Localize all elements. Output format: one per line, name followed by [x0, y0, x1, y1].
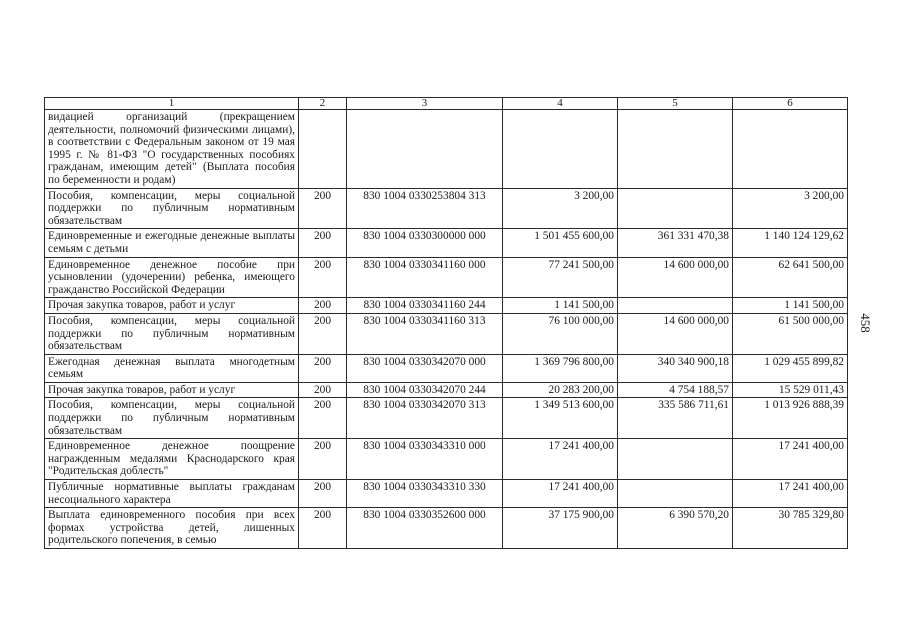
table-row: [45, 480, 848, 508]
row-amount-col5: [618, 298, 733, 314]
row-amount-col4: [503, 110, 618, 189]
row-name: Единовременное денежное поощрение награжденным медалями Краснодарского края "Родительская доблесть": [45, 439, 299, 480]
row-amount-col4: 1 141 500,00: [503, 298, 618, 314]
row-code: [299, 110, 347, 189]
row-amount-col5: 6 390 570,20: [618, 508, 733, 549]
row-classification-code: 830 1004 0330341160 000: [347, 257, 503, 298]
row-amount-col4: 77 241 500,00: [503, 257, 618, 298]
row-code: 200: [299, 257, 347, 298]
row-amount-col6: 1 140 124 129,62: [733, 229, 848, 257]
row-classification-code: 830 1004 0330343310 000: [347, 439, 503, 480]
row-name: Пособия, компенсации, меры социальной поддержки по публичным нормативным обязательствам: [45, 398, 299, 439]
table-row: [45, 188, 848, 229]
row-name: видацией организаций (прекращением деятельности, полномочий физическими лицами), в соответствии с Федеральным законом от 19 мая 1995 г. № 81-ФЗ "О государственных пособиях гражданам, имеющим детей" (Выплата пособия по беременности и родам): [45, 110, 299, 189]
row-amount-col5: 340 340 900,18: [618, 354, 733, 382]
row-name: Пособия, компенсации, меры социальной поддержки по публичным нормативным обязательствам: [45, 313, 299, 354]
row-code: 200: [299, 354, 347, 382]
row-amount-col5: [618, 110, 733, 189]
column-header-4: 4: [503, 98, 618, 110]
row-code: 200: [299, 382, 347, 398]
row-amount-col6: [733, 110, 848, 189]
table-row: [45, 229, 848, 257]
row-code: 200: [299, 508, 347, 549]
row-classification-code: 830 1004 0330300000 000: [347, 229, 503, 257]
row-amount-col6: 1 013 926 888,39: [733, 398, 848, 439]
row-amount-col4: 37 175 900,00: [503, 508, 618, 549]
table-row: [45, 398, 848, 439]
row-amount-col4: 1 349 513 600,00: [503, 398, 618, 439]
row-name: Прочая закупка товаров, работ и услуг: [45, 382, 299, 398]
row-amount-col5: [618, 188, 733, 229]
row-name: Пособия, компенсации, меры социальной поддержки по публичным нормативным обязательствам: [45, 188, 299, 229]
row-classification-code: 830 1004 0330341160 313: [347, 313, 503, 354]
row-name: Прочая закупка товаров, работ и услуг: [45, 298, 299, 314]
page-number: 458: [858, 313, 873, 333]
row-amount-col5: [618, 480, 733, 508]
row-amount-col6: 17 241 400,00: [733, 480, 848, 508]
row-amount-col5: 14 600 000,00: [618, 257, 733, 298]
row-amount-col6: 61 500 000,00: [733, 313, 848, 354]
row-amount-col4: 76 100 000,00: [503, 313, 618, 354]
row-amount-col5: 335 586 711,61: [618, 398, 733, 439]
row-amount-col5: [618, 439, 733, 480]
row-amount-col4: 1 501 455 600,00: [503, 229, 618, 257]
row-code: 200: [299, 188, 347, 229]
row-classification-code: 830 1004 0330342070 000: [347, 354, 503, 382]
row-amount-col6: 1 029 455 899,82: [733, 354, 848, 382]
row-amount-col6: 17 241 400,00: [733, 439, 848, 480]
row-code: 200: [299, 398, 347, 439]
column-header-3: 3: [347, 98, 503, 110]
row-amount-col6: 3 200,00: [733, 188, 848, 229]
row-amount-col4: 1 369 796 800,00: [503, 354, 618, 382]
row-code: 200: [299, 298, 347, 314]
row-name: Единовременные и ежегодные денежные выплаты семьям с детьми: [45, 229, 299, 257]
column-header-6: 6: [733, 98, 848, 110]
budget-table-body: [45, 98, 848, 549]
table-row: [45, 110, 848, 189]
row-name: Публичные нормативные выплаты гражданам несоциального характера: [45, 480, 299, 508]
row-amount-col4: 3 200,00: [503, 188, 618, 229]
column-number-row: [45, 98, 848, 110]
column-header-2: 2: [299, 98, 347, 110]
table-row: [45, 298, 848, 314]
table-row: [45, 508, 848, 549]
table-row: [45, 257, 848, 298]
column-header-5: 5: [618, 98, 733, 110]
row-classification-code: 830 1004 0330342070 313: [347, 398, 503, 439]
row-amount-col6: 15 529 011,43: [733, 382, 848, 398]
row-amount-col4: 17 241 400,00: [503, 480, 618, 508]
row-name: Единовременное денежное пособие при усыновлении (удочерении) ребенка, имеющего гражданство Российской Федерации: [45, 257, 299, 298]
row-amount-col6: 1 141 500,00: [733, 298, 848, 314]
row-amount-col5: 4 754 188,57: [618, 382, 733, 398]
row-code: 200: [299, 313, 347, 354]
row-amount-col4: 17 241 400,00: [503, 439, 618, 480]
column-header-1: 1: [45, 98, 299, 110]
table-row: [45, 382, 848, 398]
row-classification-code: 830 1004 0330341160 244: [347, 298, 503, 314]
row-name: Ежегодная денежная выплата многодетным семьям: [45, 354, 299, 382]
table-row: [45, 354, 848, 382]
row-amount-col5: 361 331 470,38: [618, 229, 733, 257]
row-amount-col5: 14 600 000,00: [618, 313, 733, 354]
row-amount-col6: 30 785 329,80: [733, 508, 848, 549]
row-classification-code: 830 1004 0330253804 313: [347, 188, 503, 229]
row-amount-col6: 62 641 500,00: [733, 257, 848, 298]
table-row: [45, 313, 848, 354]
row-name: Выплата единовременного пособия при всех формах устройства детей, лишенных родительского попечения, в семью: [45, 508, 299, 549]
row-classification-code: 830 1004 0330343310 330: [347, 480, 503, 508]
row-code: 200: [299, 439, 347, 480]
row-code: 200: [299, 480, 347, 508]
budget-table: [44, 97, 848, 549]
table-row: [45, 439, 848, 480]
row-classification-code: [347, 110, 503, 189]
row-code: 200: [299, 229, 347, 257]
row-classification-code: 830 1004 0330342070 244: [347, 382, 503, 398]
row-classification-code: 830 1004 0330352600 000: [347, 508, 503, 549]
row-amount-col4: 20 283 200,00: [503, 382, 618, 398]
